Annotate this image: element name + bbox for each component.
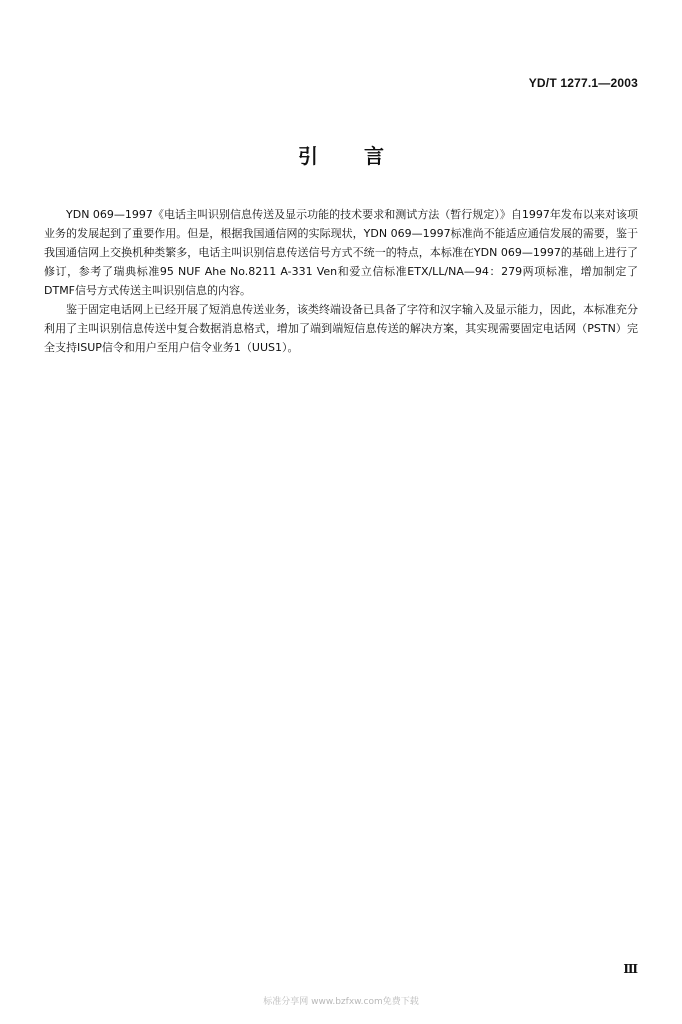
page-number: Ⅲ [623,962,638,976]
body-text [44,205,638,357]
section-title: 引言 [298,144,430,168]
watermark: 标准分享网 www.bzfxw.com免费下载 [263,997,419,1007]
standard-code: YD/T 1277.1—2003 [528,76,638,90]
paragraph: 鉴于固定电话网上已经开展了短消息传送业务，该类终端设备已具备了字符和汉字输入及显示能力，因此，本标准充分利用了主叫识别信息传送中复合数据消息格式，增加了端到端短信息传送的解决方案，其实现需要固定电话网（PSTN）完全支持ISUP信令和用户至用户信令业务1（UUS1）。 [44,303,638,354]
paragraph: YDN 069—1997《电话主叫识别信息传送及显示功能的技术要求和测试方法（暂行规定）》自1997年发布以来对该项业务的发展起到了重要作用。但是，根据我国通信网的实际现状，YDN 069—1997标准尚不能适应通信发展的需要，鉴于我国通信网上交换机种类繁多，电话主叫识别信息传送信号方式不统一的特点，本标准在YDN 069—1997的基础上进行了修订，参考了瑞典标准95 NUF Ahe No.8211 A-331 Ven和爱立信标准ETX/LL/NA—94：279两项标准，增加制定了DTMF信号方式传送主叫识别信息的内容。 [44,208,638,297]
